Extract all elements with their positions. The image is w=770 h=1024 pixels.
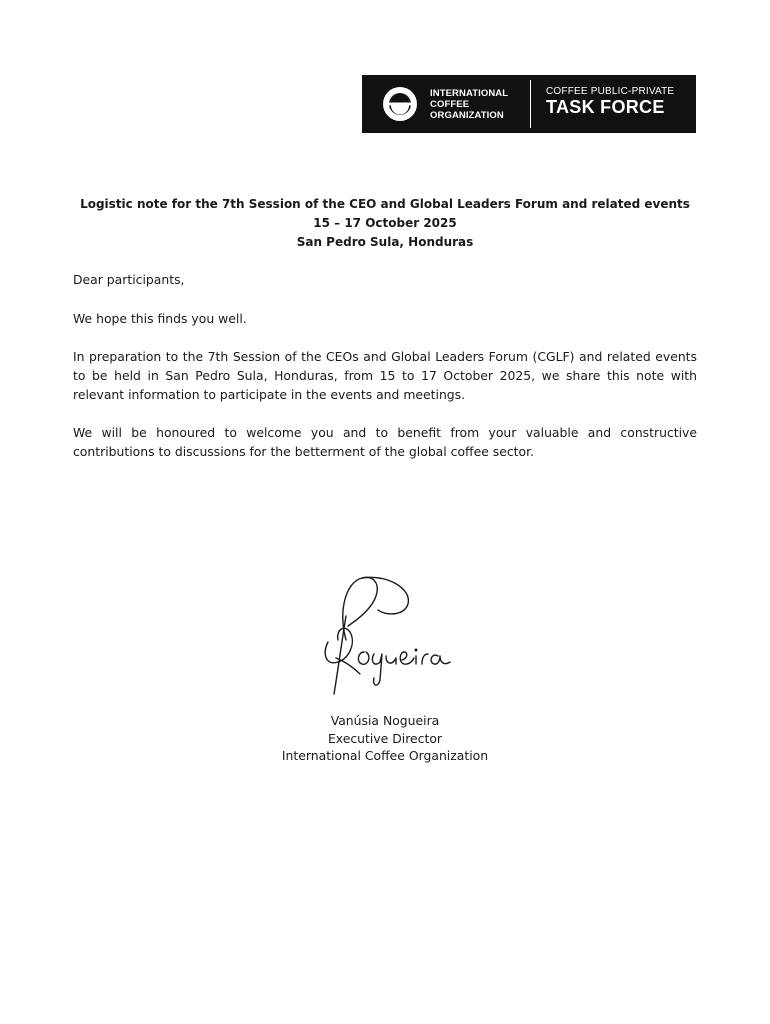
logo-divider: [530, 80, 531, 128]
taskforce-title: TASK FORCE: [546, 97, 665, 117]
ico-name-line: COFFEE: [430, 99, 470, 110]
salutation: Dear participants,: [73, 272, 185, 287]
paragraph: We will be honoured to welcome you and to benefit from your valuable and constructive contributions to discussions for the betterment of the global coffee sector.: [73, 425, 697, 459]
heading-dates: 15 – 17 October 2025: [313, 216, 457, 230]
ico-cup-icon: [382, 86, 418, 122]
heading-title: Logistic note for the 7th Session of the CEO and Global Leaders Forum and related events: [80, 197, 690, 211]
ico-name-line: ORGANIZATION: [430, 110, 504, 121]
signatory-organization: International Coffee Organization: [281, 748, 489, 763]
heading-location: San Pedro Sula, Honduras: [296, 235, 474, 249]
signatory-role: Executive Director: [327, 730, 443, 746]
ico-wordmark: [430, 88, 526, 121]
ico-name-line: INTERNATIONAL: [430, 88, 509, 99]
handwritten-signature: [316, 570, 456, 702]
taskforce-subtitle: COFFEE PUBLIC-PRIVATE: [546, 86, 675, 97]
signoff-block: [0, 712, 770, 765]
paragraph: In preparation to the 7th Session of the CEOs and Global Leaders Forum (CGLF) and related events to be held in San Pedro Sula, Honduras, from 15 to 17 October 2025, we share this note with relevant information to participate in the events and meetings.: [73, 349, 697, 402]
logo-banner: [362, 75, 696, 133]
paragraph: We hope this finds you well.: [73, 311, 247, 326]
signatory-name: Vanúsia Nogueira: [330, 713, 440, 728]
document-heading: [0, 195, 770, 252]
